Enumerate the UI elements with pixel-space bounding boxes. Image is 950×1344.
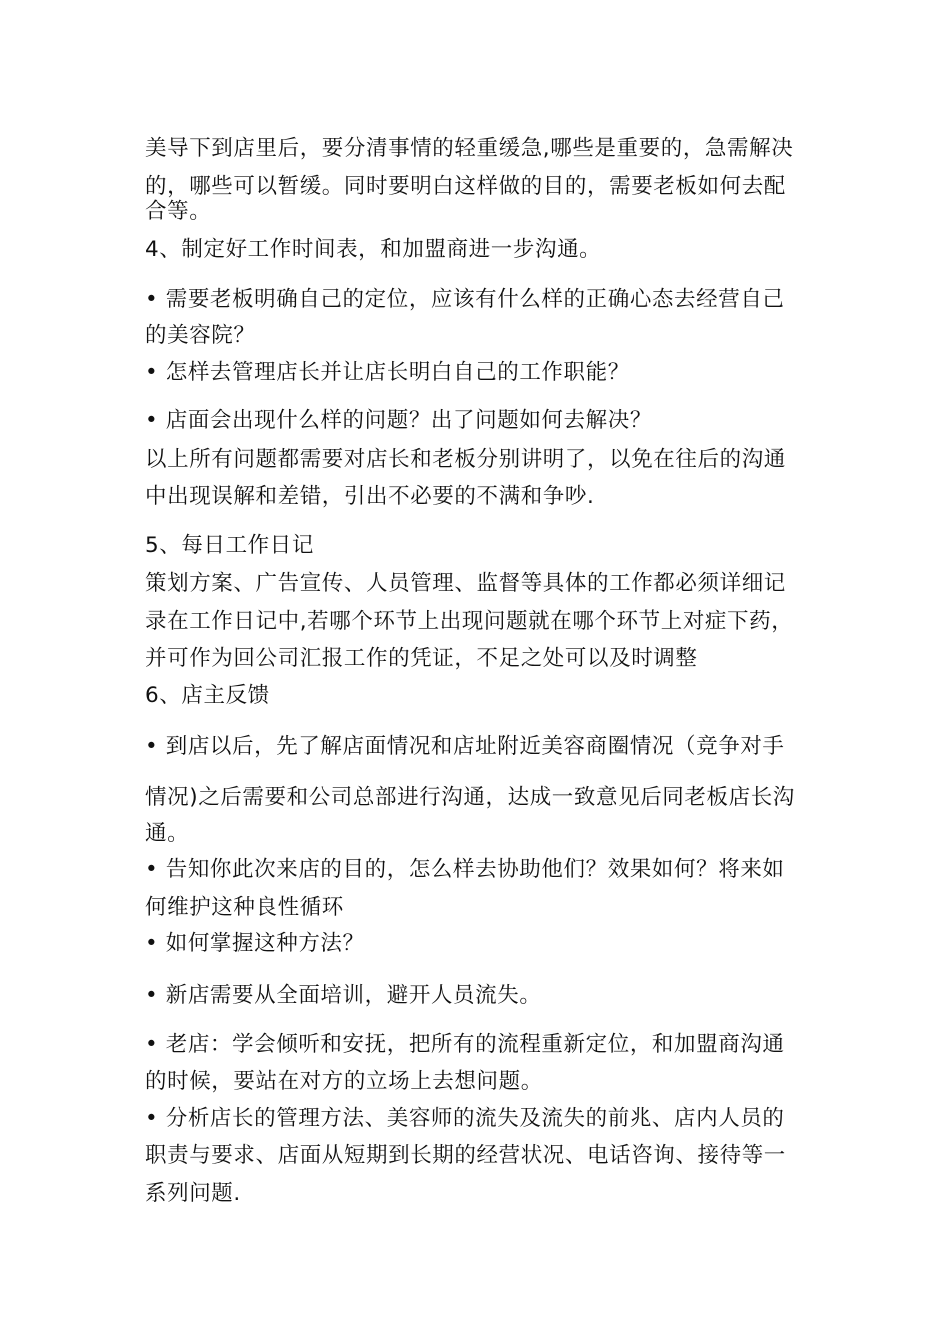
bullet-item: • 老店：学会倾听和安抚，把所有的流程重新定位，和加盟商沟通 bbox=[145, 1032, 785, 1057]
text-line: 的美容院？ bbox=[145, 323, 256, 348]
bullet-item: • 新店需要从全面培训，避开人员流失。 bbox=[145, 983, 542, 1008]
text-line: 通。 bbox=[145, 821, 190, 846]
text-line: 策划方案、广告宣传、人员管理、监督等具体的工作都必须详细记 bbox=[145, 571, 786, 596]
bullet-item: • 如何掌握这种方法？ bbox=[145, 931, 365, 956]
bullet-item: • 怎样去管理店长并让店长明白自己的工作职能？ bbox=[145, 360, 630, 385]
text-line: 并可作为回公司汇报工作的凭证，不足之处可以及时调整 bbox=[145, 646, 698, 671]
text-line: 何维护这种良性循环 bbox=[145, 895, 344, 920]
text-line: 系列问题. bbox=[145, 1181, 241, 1206]
text-line: 以上所有问题都需要对店长和老板分别讲明了，以免在往后的沟通 bbox=[145, 447, 786, 472]
text-line: 的，哪些可以暂缓。同时要明白这样做的目的，需要老板如何去配 bbox=[145, 174, 786, 199]
text-line: 美导下到店里后，要分清事情的轻重缓急,哪些是重要的，急需解决 bbox=[145, 136, 794, 161]
bullet-item: • 店面会出现什么样的问题？出了问题如何去解决？ bbox=[145, 408, 652, 433]
text-line: 职责与要求、店面从短期到长期的经营状况、电话咨询、接待等一 bbox=[145, 1143, 786, 1168]
text-line: 合等。 bbox=[145, 199, 212, 224]
text-line: 录在工作日记中,若哪个环节上出现问题就在哪个环节上对症下药， bbox=[145, 609, 794, 634]
section-heading: 4、制定好工作时间表，和加盟商进一步沟通。 bbox=[145, 237, 602, 262]
bullet-item: • 告知你此次来店的目的，怎么样去协助他们？效果如何？将来如 bbox=[145, 857, 785, 882]
text-line: 的时候，要站在对方的立场上去想问题。 bbox=[145, 1069, 543, 1094]
section-heading: 6、店主反馈 bbox=[145, 683, 270, 708]
section-heading: 5、每日工作日记 bbox=[145, 533, 314, 558]
text-line: 情况)之后需要和公司总部进行沟通，达成一致意见后同老板店长沟 bbox=[145, 785, 795, 810]
bullet-item: • 需要老板明确自己的定位，应该有什么样的正确心态去经营自己 bbox=[145, 287, 785, 312]
text-line: 中出现误解和差错，引出不必要的不满和争吵. bbox=[145, 484, 595, 509]
bullet-item: • 分析店长的管理方法、美容师的流失及流失的前兆、店内人员的 bbox=[145, 1106, 785, 1131]
bullet-item: • 到店以后，先了解店面情况和店址附近美容商圈情况（竞争对手 bbox=[145, 734, 785, 759]
